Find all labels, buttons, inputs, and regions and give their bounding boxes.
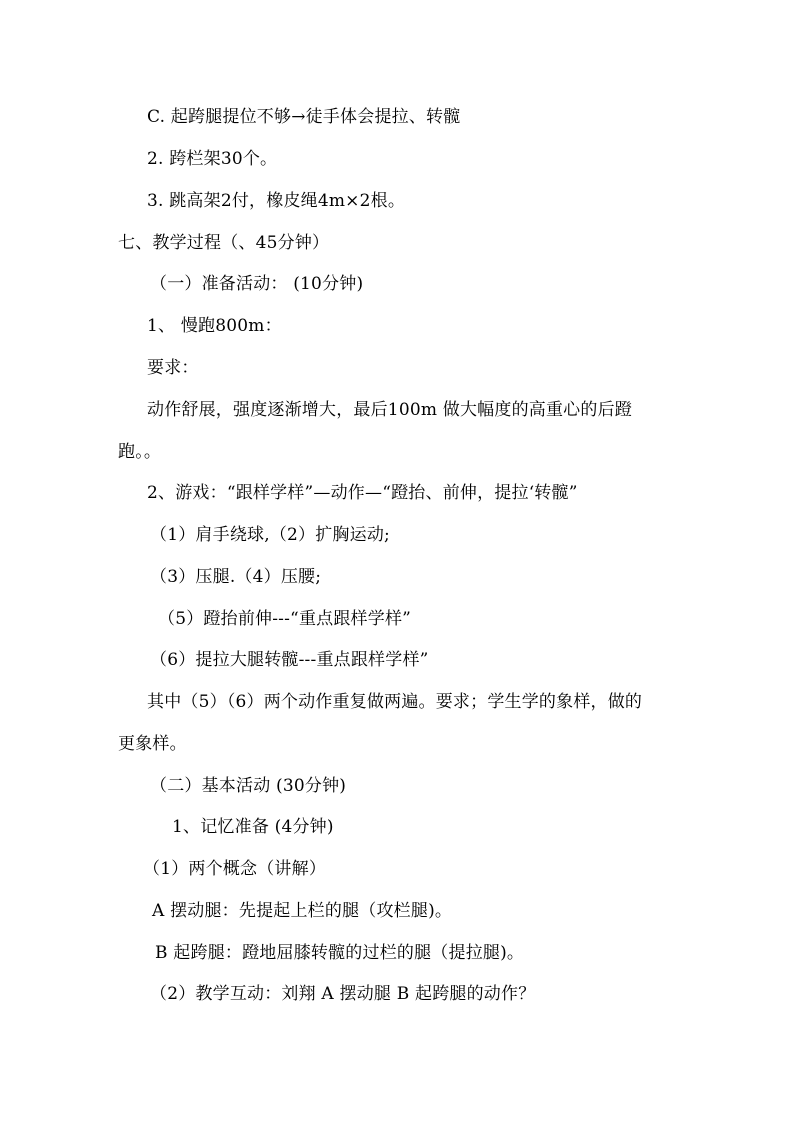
paragraph-line: 跑。。 bbox=[118, 442, 162, 462]
text-line: 1、记忆准备 (4分钟) bbox=[172, 817, 334, 837]
paragraph-line: 其中（5）（6）两个动作重复做两遍。要求；学生学的象样，做的 bbox=[147, 692, 643, 712]
list-item: （3）压腿.（4）压腰; bbox=[150, 567, 322, 587]
text-line: A 摆动腿：先提起上栏的腿（攻栏腿)。 bbox=[152, 901, 453, 921]
text-line: C. 起跨腿提位不够→徒手体会提拉、转髋 bbox=[147, 107, 461, 127]
text-line: B 起跨腿：蹬地屈膝转髋的过栏的腿（提拉腿)。 bbox=[155, 943, 525, 963]
list-item: （5）蹬抬前伸---“重点跟样学样” bbox=[158, 609, 412, 629]
text-line: （2）教学互动：刘翔 A 摆动腿 B 起跨腿的动作？ bbox=[150, 984, 536, 1004]
text-line: 要求： bbox=[147, 358, 199, 378]
text-line: （1）两个概念（讲解） bbox=[143, 859, 327, 879]
text-line: 2. 跨栏架30个。 bbox=[147, 149, 278, 169]
text-line: 1、 慢跑800m： bbox=[147, 316, 282, 336]
paragraph-line: 更象样。 bbox=[118, 734, 187, 754]
text-line: 3. 跳高架2付，橡皮绳4m×2根。 bbox=[147, 191, 406, 211]
subsection-heading: （一）准备活动： (10分钟) bbox=[150, 274, 364, 294]
list-item: （1）肩手绕球,（2）扩胸运动; bbox=[150, 525, 390, 545]
paragraph-line: 动作舒展，强度逐渐增大，最后100m 做大幅度的高重心的后蹬 bbox=[147, 400, 632, 420]
subsection-heading: （二）基本活动 (30分钟) bbox=[150, 776, 347, 796]
text-line: 2、游戏：“跟样学样”—动作—“蹬抬、前伸，提拉‘转髋” bbox=[147, 483, 578, 503]
list-item: （6）提拉大腿转髋---重点跟样学样” bbox=[150, 650, 429, 670]
section-heading: 七、教学过程（、45分钟） bbox=[118, 233, 330, 253]
